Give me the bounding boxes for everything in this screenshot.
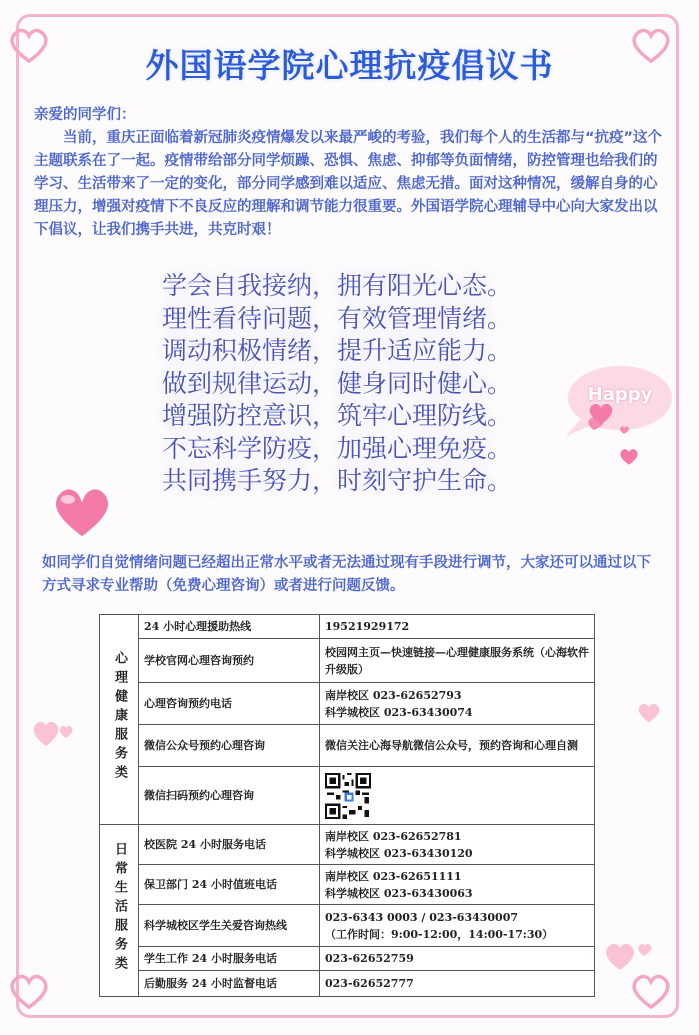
initiative-item: 学会自我接纳，拥有阳光心态。 xyxy=(162,271,513,300)
initiative-item: 调动积极情绪，提升适应能力。 xyxy=(162,336,513,365)
heart-icon xyxy=(28,712,78,752)
service-name: 24 小时心理援助热线 xyxy=(139,615,320,639)
value-line: 科学城校区 023-63430120 xyxy=(325,846,473,860)
service-name: 学生工作 24 小时服务电话 xyxy=(139,947,320,971)
initiative-item: 共同携手努力，时刻守护生命。 xyxy=(162,466,513,495)
service-value xyxy=(320,905,595,947)
value-line: 科学城校区 023-63430074 xyxy=(325,705,473,719)
initiative-item: 增强防控意识，筑牢心理防线。 xyxy=(162,401,513,430)
heart-icon xyxy=(600,932,660,976)
initiative-item: 理性看待问题，有效管理情绪。 xyxy=(162,303,513,333)
service-name: 微信公众号预约心理咨询 xyxy=(139,725,320,767)
value-line: 023-6343 0003 / 023-63430007 xyxy=(325,910,519,924)
heart-icon xyxy=(46,478,118,542)
page-title: 外国语学院心理抗疫倡议书 xyxy=(145,46,554,85)
table-row xyxy=(100,865,595,905)
initiative-list xyxy=(162,270,582,498)
service-name: 学校官网心理咨询预约 xyxy=(139,639,320,683)
value-line: 校园网主页—快速链接—心理健康服务系统（心海软件升级版） xyxy=(325,645,589,676)
service-value xyxy=(320,683,595,725)
service-name: 后勤服务 24 小时监督电话 xyxy=(139,971,320,997)
service-name: 科学城校区学生关爱咨询热线 xyxy=(139,905,320,947)
category-psych xyxy=(100,615,139,825)
table-row xyxy=(100,725,595,767)
category-life xyxy=(100,825,139,997)
service-value xyxy=(320,825,595,865)
table-row xyxy=(100,905,595,947)
table-row xyxy=(100,767,595,825)
table-row xyxy=(100,683,595,725)
value-line: 南岸校区 023-62651111 xyxy=(325,869,462,883)
service-value xyxy=(320,971,595,997)
service-value[interactable] xyxy=(320,767,595,825)
initiative-item: 不忘科学防疫，加强心理免疫。 xyxy=(162,433,513,463)
value-line: 南岸校区 023-62652781 xyxy=(325,829,462,843)
service-value xyxy=(320,947,595,971)
service-name: 保卫部门 24 小时值班电话 xyxy=(139,865,320,905)
heart-icon xyxy=(636,700,666,730)
table-row xyxy=(100,639,595,683)
intro-body: 当前，重庆正面临着新冠肺炎疫情爆发以来最严峻的考验，我们每个人的生活都与“抗疫”这个主题联系在了一起。疫情带给部分同学烦躁、恐惧、焦虑、抑郁等负面情绪，防控管理也给我们的学习、生活带来了一定的变化，部分同学感到难以适应、焦虑无措。面对这种情况，缓解自身的心理压力，增强对疫情下不良反应的理解和调节能力很重要。外国语学院心理辅导中心向大家发出以下倡议，让我们携手共进，共克时艰！ xyxy=(34,130,663,238)
category-psych-label: 心理健康服务类 xyxy=(112,650,127,784)
table-row xyxy=(100,947,595,971)
table-row xyxy=(100,825,595,865)
service-value xyxy=(320,615,595,639)
service-name: 校医院 24 小时服务电话 xyxy=(139,825,320,865)
service-value xyxy=(320,639,595,683)
initiative-item: 做到规律运动，健身同时健心。 xyxy=(162,368,513,398)
service-value xyxy=(320,865,595,905)
value-line: 微信关注心海导航微信公众号，预约咨询和心理自测 xyxy=(325,739,578,752)
contact-table xyxy=(99,614,595,997)
table-row xyxy=(100,971,595,997)
happy-label: Happy xyxy=(587,384,653,405)
value-line: 023-62652759 xyxy=(325,952,414,965)
value-line: 南岸校区 023-62652793 xyxy=(325,688,462,702)
heart-icon xyxy=(586,400,642,440)
value-line: 023-62652777 xyxy=(325,977,414,990)
value-line: 科学城校区 023-63430063 xyxy=(325,886,473,900)
category-life-label: 日常生活服务类 xyxy=(112,841,127,975)
table-row xyxy=(100,615,595,639)
intro-section xyxy=(34,104,670,242)
service-value xyxy=(320,725,595,767)
greeting: 亲爱的同学们： xyxy=(34,107,136,123)
value-line: （工作时间：9:00-12:00，14:00-17:30） xyxy=(325,927,554,941)
heart-icon xyxy=(618,446,642,468)
service-name: 心理咨询预约电话 xyxy=(139,683,320,725)
value-line: 19521929172 xyxy=(325,620,410,633)
service-name: 微信扫码预约心理咨询 xyxy=(139,767,320,825)
heart-outline-icon xyxy=(6,968,52,1014)
help-text: 如同学们自觉情绪问题已经超出正常水平或者无法通过现有手段进行调节，大家还可以通过以下方式寻求专业帮助（免费心理咨询）或者进行问题反馈。 xyxy=(42,555,651,594)
qr-code-icon[interactable] xyxy=(325,773,371,819)
